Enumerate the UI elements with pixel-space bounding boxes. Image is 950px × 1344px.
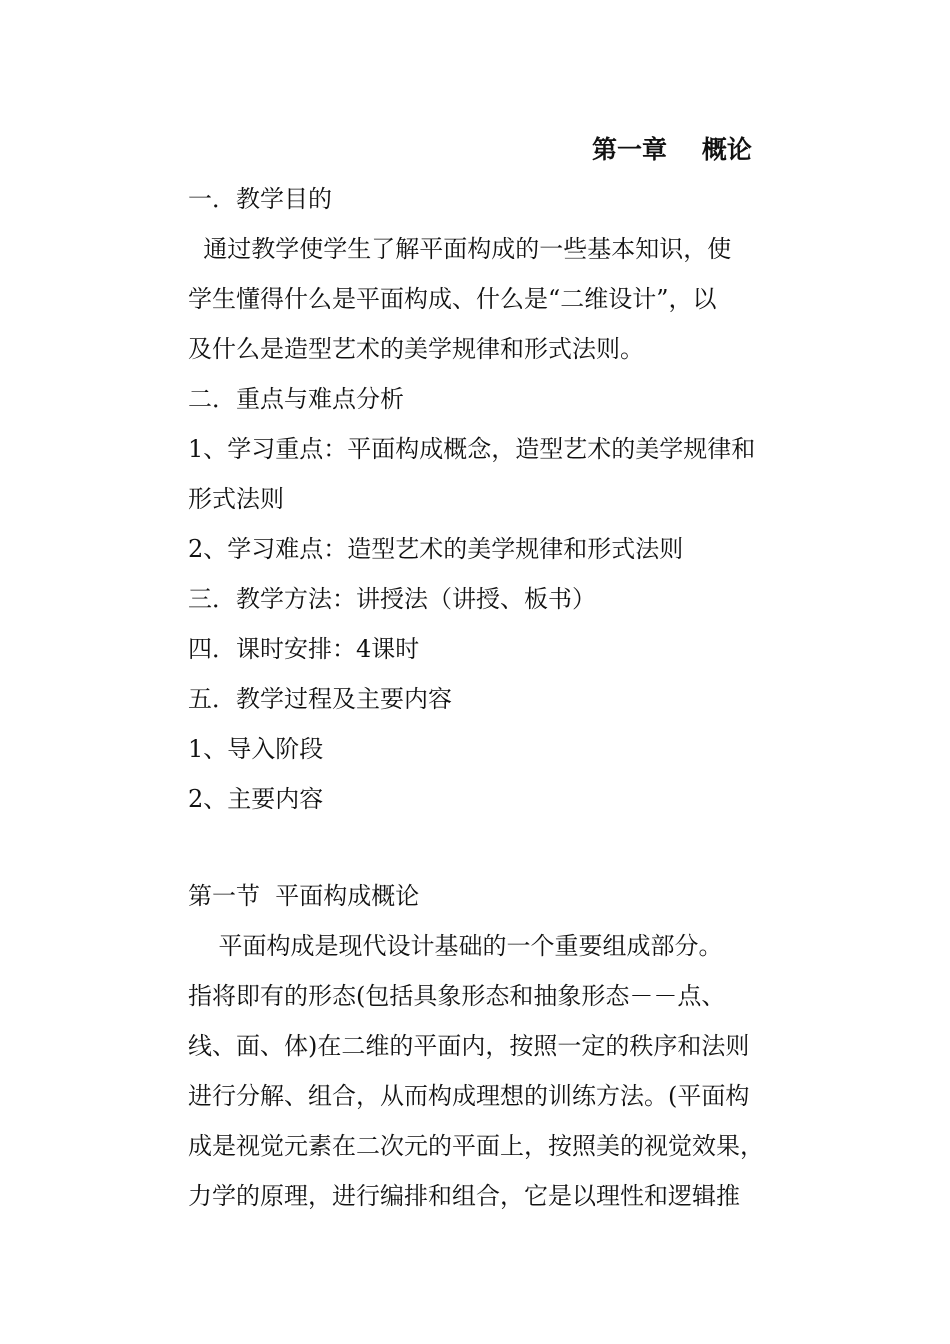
- section-heading-objectives: 一．教学目的: [188, 185, 332, 213]
- paragraph-line: 力学的原理，进行编排和组合，它是以理性和逻辑推: [188, 1182, 740, 1210]
- paragraph-line: 学生懂得什么是平面构成、什么是“二维设计”，以: [188, 285, 717, 313]
- list-item: 1、导入阶段: [188, 735, 324, 763]
- section-title: 第一节 平面构成概论: [188, 882, 420, 910]
- list-item: 2、主要内容: [188, 785, 324, 813]
- paragraph-line: 指将即有的形态(包括具象形态和抽象形态－－点、: [188, 982, 726, 1010]
- paragraph-line: 平面构成是现代设计基础的一个重要组成部分。: [188, 932, 723, 960]
- section-heading-process: 五．教学过程及主要内容: [188, 685, 452, 713]
- section-heading-schedule: 四．课时安排：4课时: [188, 635, 420, 663]
- paragraph-line: 通过教学使学生了解平面构成的一些基本知识，使: [188, 235, 732, 263]
- list-item-continuation: 形式法则: [188, 485, 284, 513]
- paragraph-line: 成是视觉元素在二次元的平面上，按照美的视觉效果，: [188, 1132, 764, 1160]
- section-heading-methods: 三．教学方法：讲授法（讲授、板书）: [188, 585, 596, 613]
- section-heading-key-points: 二．重点与难点分析: [188, 385, 404, 413]
- chapter-title: 第一章 概论: [592, 135, 752, 164]
- paragraph-line: 线、面、体)在二维的平面内，按照一定的秩序和法则: [188, 1032, 750, 1060]
- list-item: 2、学习难点：造型艺术的美学规律和形式法则: [188, 535, 684, 563]
- paragraph-line: 进行分解、组合，从而构成理想的训练方法。(平面构: [188, 1082, 750, 1110]
- list-item: 1、学习重点：平面构成概念，造型艺术的美学规律和: [188, 435, 756, 463]
- paragraph-line: 及什么是造型艺术的美学规律和形式法则。: [188, 335, 644, 363]
